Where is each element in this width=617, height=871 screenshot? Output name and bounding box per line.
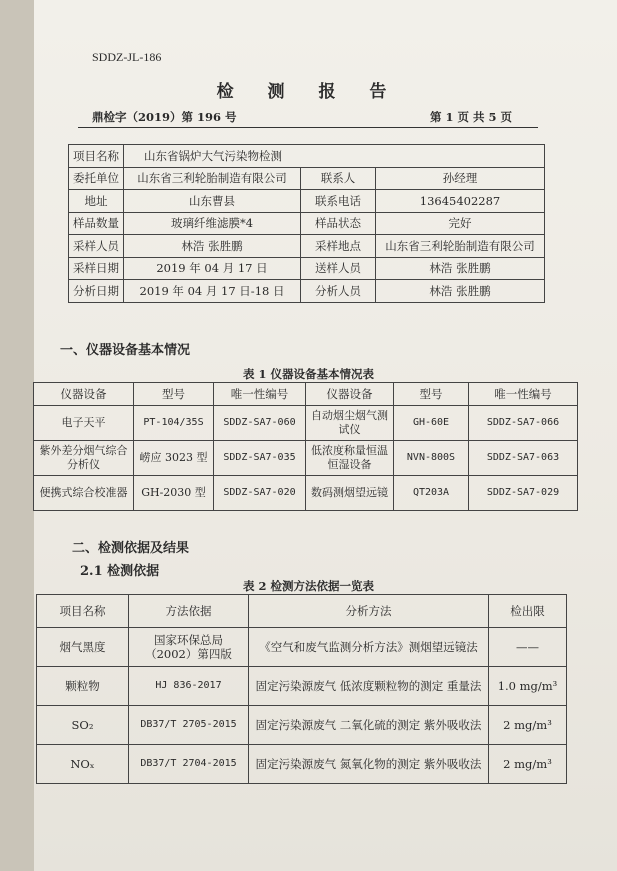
column-header: 型号 — [134, 383, 214, 406]
header-rule — [78, 127, 538, 128]
sample-state-label: 样品状态 — [301, 212, 376, 235]
table-cell: 国家环保总局（2002）第四版 — [129, 628, 249, 667]
table-row — [37, 706, 567, 745]
reference-number: 鼎检字（2019）第 196 号 — [92, 110, 237, 124]
page-indicator: 第 1 页 共 5 页 — [430, 110, 513, 124]
analyst-label: 分析人员 — [301, 280, 376, 303]
table-cell: SDDZ-SA7-020 — [214, 476, 306, 511]
table-row — [69, 190, 545, 213]
table-cell: —— — [489, 628, 567, 667]
table-cell: 烟气黑度 — [37, 628, 129, 667]
table-cell: QT203A — [394, 476, 469, 511]
table-cell: 便携式综合校准器 — [34, 476, 134, 511]
sample-date-value: 2019 年 04 月 17 日 — [124, 257, 301, 280]
table-cell: SDDZ-SA7-063 — [469, 441, 578, 476]
table-cell: 低浓度称量恒温恒湿设备 — [306, 441, 394, 476]
table-cell: NVN-800S — [394, 441, 469, 476]
equipment-table — [33, 382, 578, 511]
table-row — [34, 406, 578, 441]
table-cell: 1.0 mg/m³ — [489, 667, 567, 706]
table-cell: 紫外差分烟气综合分析仪 — [34, 441, 134, 476]
sample-qty-label: 样品数量 — [69, 212, 124, 235]
project-name-label: 项目名称 — [69, 145, 124, 168]
subsection-heading-basis: 2.1 检测依据 — [80, 564, 160, 579]
report-title: 检 测 报 告 — [216, 82, 401, 102]
sample-state-value: 完好 — [376, 212, 545, 235]
table-cell: DB37/T 2705-2015 — [129, 706, 249, 745]
table-row — [34, 476, 578, 511]
column-header: 仪器设备 — [306, 383, 394, 406]
column-header: 唯一性编号 — [469, 383, 578, 406]
column-header: 唯一性编号 — [214, 383, 306, 406]
phone-value: 13645402287 — [376, 190, 545, 213]
table-cell: 自动烟尘烟气测试仪 — [306, 406, 394, 441]
table-row — [69, 167, 545, 190]
table-cell: 固定污染源废气 氮氧化物的测定 紫外吸收法 — [249, 745, 489, 784]
table-row — [37, 745, 567, 784]
column-header: 分析方法 — [249, 595, 489, 628]
table-cell: 颗粒物 — [37, 667, 129, 706]
section-heading-equipment: 一、仪器设备基本情况 — [60, 343, 191, 358]
table-row — [69, 145, 545, 168]
table-cell: 《空气和废气监测分析方法》测烟望远镜法 — [249, 628, 489, 667]
contact-label: 联系人 — [301, 167, 376, 190]
column-header: 方法依据 — [129, 595, 249, 628]
contact-value: 孙经理 — [376, 167, 545, 190]
table-row — [69, 212, 545, 235]
table-row — [34, 441, 578, 476]
document-number: SDDZ-JL-186 — [92, 50, 162, 64]
analyst-value: 林浩 张胜鹏 — [376, 280, 545, 303]
column-header: 检出限 — [489, 595, 567, 628]
sample-qty-value: 玻璃纤维滤膜*4 — [124, 212, 301, 235]
sampler-label: 采样人员 — [69, 235, 124, 258]
address-value: 山东曹县 — [124, 190, 301, 213]
table-cell: SO₂ — [37, 706, 129, 745]
table-cell: 数码测烟望远镜 — [306, 476, 394, 511]
table1-caption: 表 1 仪器设备基本情况表 — [242, 367, 374, 381]
project-info-table — [68, 144, 545, 303]
table-cell: 2 mg/m³ — [489, 745, 567, 784]
column-header: 项目名称 — [37, 595, 129, 628]
column-header: 型号 — [394, 383, 469, 406]
phone-label: 联系电话 — [301, 190, 376, 213]
client-label: 委托单位 — [69, 167, 124, 190]
table-cell: SDDZ-SA7-029 — [469, 476, 578, 511]
project-name-value: 山东省锅炉大气污染物检测 — [124, 145, 545, 168]
table-cell: GH-2030 型 — [134, 476, 214, 511]
methods-table — [36, 594, 567, 784]
table-row — [69, 280, 545, 303]
table-cell: SDDZ-SA7-066 — [469, 406, 578, 441]
table-cell: SDDZ-SA7-060 — [214, 406, 306, 441]
sampler-value: 林浩 张胜鹏 — [124, 235, 301, 258]
address-label: 地址 — [69, 190, 124, 213]
table-cell: NOₓ — [37, 745, 129, 784]
table-row — [69, 235, 545, 258]
table-cell: 固定污染源废气 低浓度颗粒物的测定 重量法 — [249, 667, 489, 706]
table-cell: SDDZ-SA7-035 — [214, 441, 306, 476]
table-header-row — [37, 595, 567, 628]
sender-value: 林浩 张胜鹏 — [376, 257, 545, 280]
analysis-date-label: 分析日期 — [69, 280, 124, 303]
table-row — [69, 257, 545, 280]
table-cell: 固定污染源废气 二氧化硫的测定 紫外吸收法 — [249, 706, 489, 745]
sample-date-label: 采样日期 — [69, 257, 124, 280]
table-cell: PT-104/35S — [134, 406, 214, 441]
sender-label: 送样人员 — [301, 257, 376, 280]
site-value: 山东省三利轮胎制造有限公司 — [376, 235, 545, 258]
table2-caption: 表 2 检测方法依据一览表 — [242, 579, 374, 593]
analysis-date-value: 2019 年 04 月 17 日-18 日 — [124, 280, 301, 303]
client-value: 山东省三利轮胎制造有限公司 — [124, 167, 301, 190]
table-cell: DB37/T 2704-2015 — [129, 745, 249, 784]
column-header: 仪器设备 — [34, 383, 134, 406]
site-label: 采样地点 — [301, 235, 376, 258]
table-row — [37, 667, 567, 706]
table-row — [37, 628, 567, 667]
table-cell: GH-60E — [394, 406, 469, 441]
section-heading-basis: 二、检测依据及结果 — [72, 541, 190, 556]
table-cell: HJ 836-2017 — [129, 667, 249, 706]
table-header-row — [34, 383, 578, 406]
table-cell: 崂应 3023 型 — [134, 441, 214, 476]
table-cell: 电子天平 — [34, 406, 134, 441]
table-cell: 2 mg/m³ — [489, 706, 567, 745]
